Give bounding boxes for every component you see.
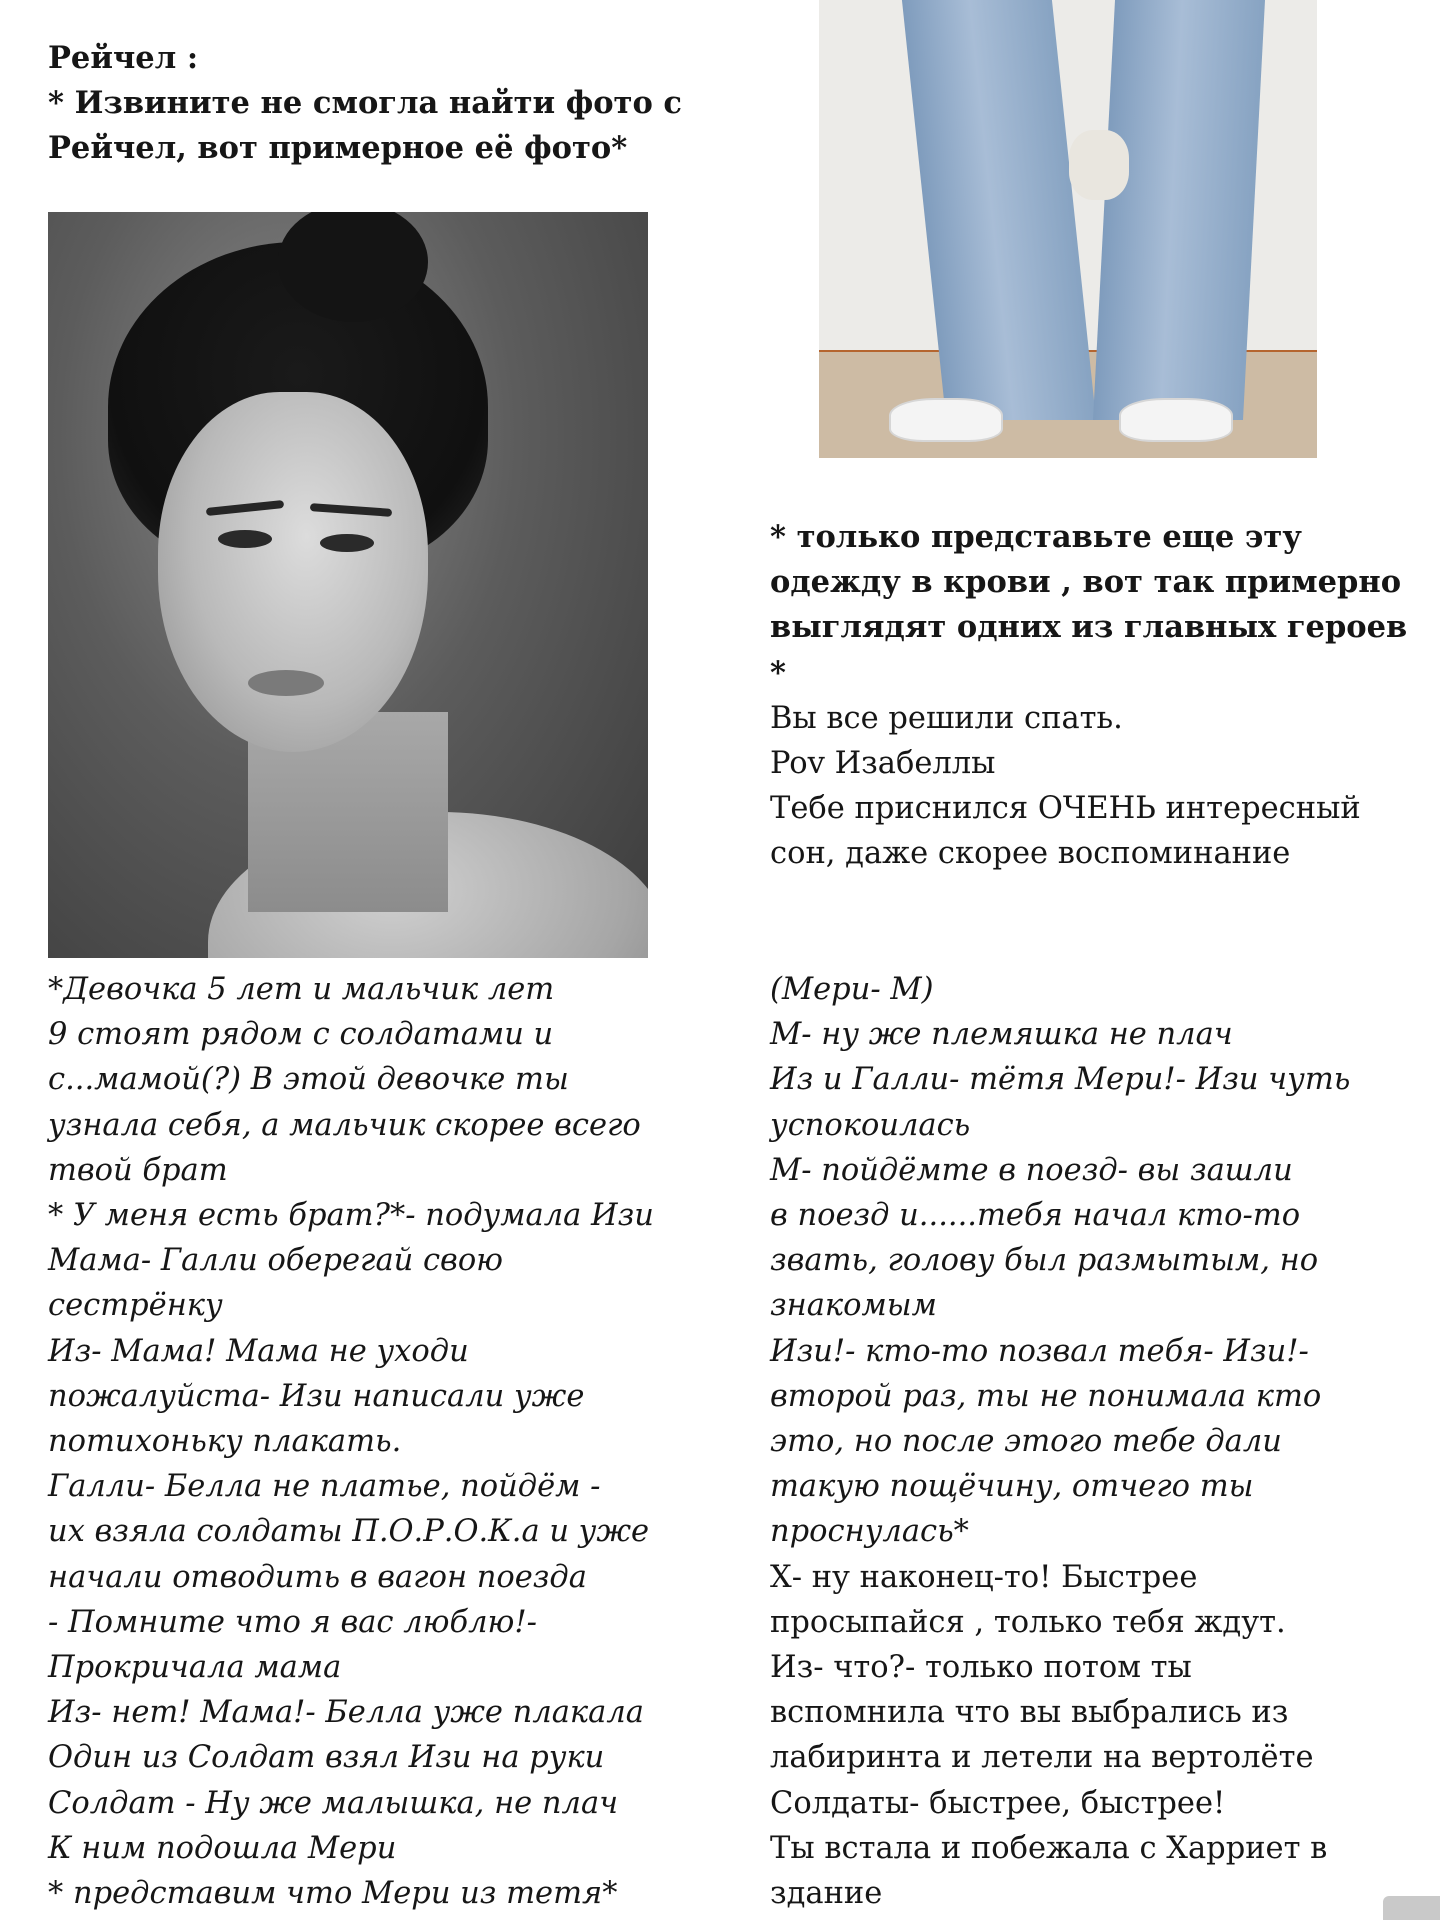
text-line: * Извините не смогла найти фото с [48,85,682,122]
text-line: проснулась* [770,1514,969,1550]
text-line: * У меня есть брат?*- подумала Изи [48,1198,654,1234]
text-line: * только представьте еще эту [770,519,1302,555]
text-line: потихоньку плакать. [48,1424,402,1460]
text-line: Ты встала и побежала с Харриет в [770,1830,1328,1866]
text-line: - Помните что я вас люблю!- [48,1604,537,1640]
text-line: Из- Мама! Мама не уходи [48,1333,469,1369]
text-line: твой брат [48,1152,228,1188]
text-line: одежду в крови , вот так примерно [770,564,1402,601]
dream-text [770,967,1350,1555]
portrait-face [158,392,428,752]
jeans-rip [1069,130,1129,200]
text-line: Тебе приснился ОЧЕНЬ интересный [770,791,1361,827]
text-line: (Мери- М) [770,972,934,1007]
intro-text [770,696,1407,877]
awake-text [770,1555,1350,1917]
jeans-outfit-image [819,0,1317,458]
text-line: К ним подошла Мери [48,1830,397,1866]
text-line: *Девочка 5 лет и мальчик лет [48,972,555,1007]
text-line: с...мамой(?) В этой девочке ты [48,1062,569,1098]
portrait-eye [218,530,272,548]
text-line: вспомнила что вы выбрались из [770,1695,1289,1731]
text-line: знакомым [770,1288,937,1324]
text-line: в поезд и......тебя начал кто-то [770,1198,1301,1234]
scrollbar-thumb[interactable] [1383,1896,1440,1920]
text-line: Галли- Белла не платье, пойдём - [48,1469,601,1505]
text-line: Мама- Галли оберегай свою [48,1243,504,1279]
text-line: Рейчел, вот примерное её фото* [48,130,628,167]
portrait-lips [248,670,324,696]
text-line: сестрёнку [48,1288,223,1324]
text-line: успокоилась [770,1107,971,1143]
text-line: звать, голову был размытым, но [770,1243,1319,1279]
text-line: Солдаты- быстрее, быстрее! [770,1785,1226,1821]
text-line: Вы все решили спать. [770,700,1123,736]
sneaker [889,398,1003,442]
text-line: 9 стоят рядом с солдатами и [48,1017,554,1053]
text-line: лабиринта и летели на вертолёте [770,1740,1314,1776]
right-intro-block [770,515,1407,877]
text-line: Рейчел : [48,40,199,76]
right-story-block [770,967,1350,1916]
text-line: Один из Солдат взял Изи на руки [48,1740,605,1776]
text-line: узнала себя, а мальчик скорее всего [48,1107,641,1143]
text-line: Из и Галли- тётя Мери!- Изи чуть [770,1062,1351,1098]
text-line: просыпайся , только тебя ждут. [770,1604,1286,1640]
text-line: Из- нет! Мама!- Белла уже плакала [48,1695,644,1731]
text-line: Из- что?- только потом ты [770,1650,1192,1686]
portrait-eye [320,534,374,552]
text-line: * [770,654,786,691]
text-line: М- ну же племяшка не плач [770,1017,1233,1053]
rachel-portrait-image [48,212,648,958]
sneaker [1119,398,1233,442]
text-line: такую пощёчину, отчего ты [770,1469,1254,1505]
text-line: сон, даже скорее воспоминание [770,836,1291,872]
text-line: Прокричала мама [48,1650,342,1686]
text-line: пожалуйста- Изи написали уже [48,1378,585,1414]
text-line: здание [770,1876,883,1912]
text-line: их взяла солдаты П.О.Р.О.К.а и уже [48,1514,650,1550]
text-line: это, но после этого тебе дали [770,1424,1282,1460]
text-line: начали отводить в вагон поезда [48,1559,587,1595]
text-line: Х- ну наконец-то! Быстрее [770,1559,1198,1595]
text-line: Изи!- кто-то позвал тебя- Изи!- [770,1333,1309,1369]
rachel-heading-block [48,36,682,172]
text-line: Солдат - Ну же малышка, не плач [48,1785,619,1821]
outfit-caption [770,515,1407,696]
text-line: * представим что Мери из тетя* [48,1876,618,1912]
text-line: второй раз, ты не понимала кто [770,1378,1322,1414]
text-line: выглядят одних из главных героев [770,609,1408,646]
jeans-leg [1093,0,1265,420]
text-line: М- пойдёмте в поезд- вы зашли [770,1152,1293,1188]
left-story-block [48,967,654,1916]
text-line: Pov Изабеллы [770,746,996,782]
